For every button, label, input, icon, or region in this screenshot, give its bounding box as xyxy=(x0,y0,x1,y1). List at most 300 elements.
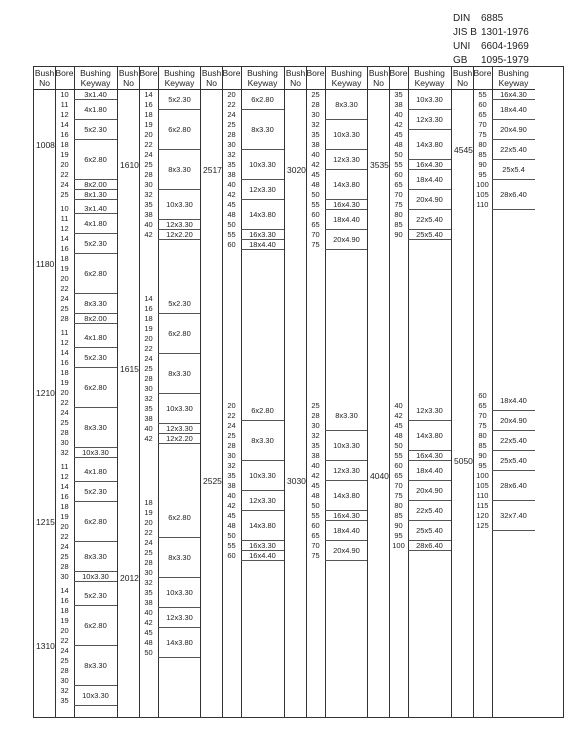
bore-value: 95 xyxy=(478,170,487,179)
keyway-value: 5x2.30 xyxy=(74,586,117,606)
bore-value: 80 xyxy=(394,501,403,510)
header-bushing-label: Bushing xyxy=(80,68,111,78)
keyway-value: 4x1.80 xyxy=(74,462,117,482)
keyway-value: 18x4.40 xyxy=(492,391,535,411)
bore-value: 16 xyxy=(60,596,69,605)
bore-value: 35 xyxy=(311,130,320,139)
bore-value: 20 xyxy=(144,518,153,527)
bore-value: 55 xyxy=(478,90,487,99)
bore-value: 16 xyxy=(60,358,69,367)
bore-value: 42 xyxy=(144,618,153,627)
bore-value: 65 xyxy=(394,471,403,480)
bore-value: 60 xyxy=(227,240,236,249)
bore-value: 32 xyxy=(60,686,69,695)
bore-value: 35 xyxy=(144,200,153,209)
header-bore-label: Bore xyxy=(55,68,74,78)
standard-org: DIN xyxy=(453,13,471,24)
bore-value: 35 xyxy=(60,696,69,705)
bore-value: 18 xyxy=(60,606,69,615)
bore-value: 55 xyxy=(311,200,320,209)
keyway-value: 18x4.40 xyxy=(325,521,368,541)
bore-value: 20 xyxy=(60,274,69,283)
bore-value: 42 xyxy=(144,434,153,443)
standard-org: GB xyxy=(453,55,468,66)
keyway-value: 18x4.40 xyxy=(408,170,451,190)
bush-number: 1610 xyxy=(120,160,139,170)
bore-value: 19 xyxy=(60,378,69,387)
bore-value: 50 xyxy=(144,648,153,657)
bore-list xyxy=(55,90,74,200)
bore-value: 80 xyxy=(394,210,403,219)
header-no-label: No xyxy=(39,78,50,88)
keyway-value: 28x6.40 xyxy=(492,471,535,501)
bore-value: 38 xyxy=(144,414,153,423)
bore-value: 20 xyxy=(227,401,236,410)
bore-value: 95 xyxy=(394,531,403,540)
bore-value: 100 xyxy=(476,471,489,480)
bore-value: 18 xyxy=(60,140,69,149)
bore-value: 32 xyxy=(60,448,69,457)
keyway-value: 14x3.80 xyxy=(408,421,451,451)
header-bushing-keyway xyxy=(241,68,284,88)
keyway-value: 12x3.30 xyxy=(158,220,201,230)
bore-value: 28 xyxy=(144,558,153,567)
bore-value: 60 xyxy=(394,170,403,179)
keyway-value: 5x2.30 xyxy=(74,234,117,254)
bore-value: 28 xyxy=(311,411,320,420)
bore-value: 40 xyxy=(394,110,403,119)
bore-value: 85 xyxy=(478,150,487,159)
column-group xyxy=(34,67,117,717)
keyway-value: 22x5.40 xyxy=(408,501,451,521)
keyway-value: 14x3.80 xyxy=(325,170,368,200)
keyway-value: 6x2.80 xyxy=(241,401,284,421)
bore-value: 30 xyxy=(227,451,236,460)
bore-value: 65 xyxy=(311,531,320,540)
header-bush-label: Bush xyxy=(368,68,389,78)
bore-value: 20 xyxy=(144,130,153,139)
bore-value: 14 xyxy=(60,234,69,243)
bore-value: 70 xyxy=(394,190,403,199)
bore-value: 18 xyxy=(60,254,69,263)
keyway-value: 16x3.30 xyxy=(241,230,284,240)
keyway-value: 14x3.80 xyxy=(325,481,368,511)
keyway-value: 25x5.40 xyxy=(492,451,535,471)
bore-list xyxy=(306,90,325,250)
keyway-value: 12x3.30 xyxy=(408,110,451,130)
header-bore-label: Bore xyxy=(473,68,492,78)
bore-value: 25 xyxy=(311,401,320,410)
bore-value: 100 xyxy=(392,541,405,550)
bore-value: 19 xyxy=(144,324,153,333)
bore-value: 16 xyxy=(60,244,69,253)
header-bushing-keyway xyxy=(74,68,117,88)
header-bore-label: Bore xyxy=(222,68,241,78)
bore-value: 14 xyxy=(60,120,69,129)
keyway-value: 3x1.40 xyxy=(74,90,117,100)
bore-list xyxy=(473,391,492,531)
bore-list xyxy=(55,462,74,582)
bore-value: 50 xyxy=(394,441,403,450)
bore-value: 25 xyxy=(227,120,236,129)
bore-value: 70 xyxy=(394,481,403,490)
keyway-value: 4x1.80 xyxy=(74,100,117,120)
keyway-value: 14x3.80 xyxy=(158,628,201,658)
bore-value: 24 xyxy=(60,180,69,189)
bore-value: 115 xyxy=(476,501,489,510)
column-group xyxy=(200,67,284,717)
header-keyway-label: Keyway xyxy=(498,78,529,88)
column-header xyxy=(285,67,368,90)
bore-value: 11 xyxy=(60,462,69,471)
bore-value: 32 xyxy=(144,578,153,587)
keyway-value: 8x3.30 xyxy=(74,408,117,448)
keyway-list xyxy=(74,90,117,200)
bore-value: 30 xyxy=(144,180,153,189)
bore-value: 50 xyxy=(394,150,403,159)
keyway-value: 20x4.90 xyxy=(492,411,535,431)
bore-value: 18 xyxy=(60,368,69,377)
keyway-value: 8x3.30 xyxy=(241,421,284,461)
header-bushing-keyway xyxy=(408,68,451,88)
bore-value: 65 xyxy=(478,110,487,119)
bore-list xyxy=(139,90,158,240)
bore-value: 45 xyxy=(227,511,236,520)
bore-value: 55 xyxy=(311,511,320,520)
bore-list xyxy=(473,90,492,210)
bore-value: 60 xyxy=(227,551,236,560)
bore-value: 18 xyxy=(60,502,69,511)
bore-value: 55 xyxy=(394,160,403,169)
keyway-value: 32x7.40 xyxy=(492,501,535,531)
bushing-keyway-table xyxy=(33,66,564,718)
keyway-value: 20x4.90 xyxy=(492,120,535,140)
bush-number: 1210 xyxy=(36,388,55,398)
column-header xyxy=(34,67,117,90)
standard-code: 1301-1976 xyxy=(481,27,529,38)
bore-value: 50 xyxy=(227,220,236,229)
keyway-value: 16x4.30 xyxy=(325,511,368,521)
keyway-value: 28x6.40 xyxy=(408,541,451,551)
bore-value: 65 xyxy=(478,401,487,410)
keyway-value: 10x3.30 xyxy=(158,190,201,220)
bore-list xyxy=(389,90,408,240)
header-bush-label: Bush xyxy=(118,68,139,78)
header-bush-label: Bush xyxy=(285,68,306,78)
header-keyway-label: Keyway xyxy=(414,78,445,88)
bore-value: 65 xyxy=(311,220,320,229)
header-no-label: No xyxy=(206,78,217,88)
bore-value: 60 xyxy=(478,391,487,400)
bore-value: 35 xyxy=(144,588,153,597)
bore-value: 85 xyxy=(478,441,487,450)
keyway-list xyxy=(158,498,201,658)
bush-number: 1008 xyxy=(36,140,55,150)
header-bushing-keyway xyxy=(158,68,201,88)
keyway-value: 5x2.30 xyxy=(74,348,117,368)
bore-value: 38 xyxy=(311,451,320,460)
bore-value: 38 xyxy=(227,481,236,490)
header-bushing-keyway xyxy=(492,68,535,88)
keyway-value: 8x3.30 xyxy=(158,150,201,190)
bore-value: 11 xyxy=(60,328,69,337)
keyway-value: 22x5.40 xyxy=(408,210,451,230)
bore-value: 45 xyxy=(144,628,153,637)
bore-value: 28 xyxy=(144,170,153,179)
keyway-list xyxy=(492,90,535,210)
header-bush-no xyxy=(452,68,473,88)
bore-value: 42 xyxy=(144,230,153,239)
keyway-value: 8x3.30 xyxy=(325,401,368,431)
bore-value: 32 xyxy=(144,190,153,199)
header-keyway-label: Keyway xyxy=(80,78,111,88)
keyway-value: 12x2.20 xyxy=(158,434,201,444)
keyway-list xyxy=(408,401,451,551)
bore-value: 85 xyxy=(394,220,403,229)
bore-value: 40 xyxy=(227,180,236,189)
bore-value: 32 xyxy=(311,431,320,440)
bore-value: 30 xyxy=(311,110,320,119)
bore-value: 16 xyxy=(144,100,153,109)
keyway-list xyxy=(158,294,201,444)
bore-value: 19 xyxy=(144,120,153,129)
bore-value: 11 xyxy=(60,214,69,223)
bore-value: 22 xyxy=(60,170,69,179)
keyway-value: 8x3.30 xyxy=(158,538,201,578)
keyway-value: 12x3.30 xyxy=(241,180,284,200)
keyway-value: 12x3.30 xyxy=(158,424,201,434)
bore-value: 20 xyxy=(60,522,69,531)
keyway-value: 10x3.30 xyxy=(158,578,201,608)
keyway-value: 12x3.30 xyxy=(325,150,368,170)
bore-value: 24 xyxy=(227,421,236,430)
keyway-value: 16x4.30 xyxy=(492,90,535,100)
keyway-value: 3x1.40 xyxy=(74,204,117,214)
bore-value: 95 xyxy=(478,461,487,470)
bore-value: 35 xyxy=(227,160,236,169)
header-keyway-label: Keyway xyxy=(164,78,195,88)
bore-list xyxy=(55,586,74,706)
bore-value: 85 xyxy=(394,511,403,520)
bore-value: 100 xyxy=(476,180,489,189)
bore-value: 32 xyxy=(311,120,320,129)
keyway-value: 8x2.00 xyxy=(74,180,117,190)
keyway-value: 28x6.40 xyxy=(492,180,535,210)
keyway-value: 20x4.90 xyxy=(408,481,451,501)
bore-value: 40 xyxy=(144,608,153,617)
column-header xyxy=(452,67,535,90)
bore-value: 35 xyxy=(394,90,403,99)
bore-value: 32 xyxy=(227,150,236,159)
bore-value: 18 xyxy=(144,498,153,507)
keyway-value: 16x4.30 xyxy=(325,200,368,210)
bore-value: 30 xyxy=(144,384,153,393)
standard-row xyxy=(453,12,529,26)
keyway-value: 8x3.30 xyxy=(74,542,117,572)
column-group xyxy=(451,67,535,717)
bore-value: 40 xyxy=(311,461,320,470)
keyway-value: 6x2.80 xyxy=(158,110,201,150)
bore-value: 10 xyxy=(60,90,69,99)
bore-value: 75 xyxy=(394,491,403,500)
bore-value: 16 xyxy=(60,130,69,139)
bore-value: 65 xyxy=(394,180,403,189)
bore-value: 60 xyxy=(478,100,487,109)
bore-value: 48 xyxy=(311,180,320,189)
keyway-value: 16x4.30 xyxy=(408,160,451,170)
bore-value: 45 xyxy=(394,421,403,430)
keyway-value: 12x3.30 xyxy=(241,491,284,511)
keyway-value: 12x3.30 xyxy=(158,608,201,628)
header-no-label: No xyxy=(123,78,134,88)
header-bush-no xyxy=(118,68,139,88)
column-group xyxy=(367,67,451,717)
keyway-value: 6x2.80 xyxy=(74,368,117,408)
bush-number: 4545 xyxy=(454,145,473,155)
bore-value: 30 xyxy=(311,421,320,430)
bore-value: 42 xyxy=(311,160,320,169)
bore-value: 20 xyxy=(60,626,69,635)
keyway-list xyxy=(158,90,201,240)
bush-number: 3020 xyxy=(287,165,306,175)
bore-value: 120 xyxy=(476,511,489,520)
bore-value: 38 xyxy=(144,210,153,219)
header-no-label: No xyxy=(290,78,301,88)
bore-value: 48 xyxy=(227,521,236,530)
bore-value: 50 xyxy=(311,501,320,510)
bore-value: 25 xyxy=(60,656,69,665)
keyway-value: 10x3.30 xyxy=(74,686,117,706)
bore-value: 110 xyxy=(476,200,489,209)
bore-value: 22 xyxy=(144,140,153,149)
bore-value: 40 xyxy=(227,491,236,500)
keyway-value: 14x3.80 xyxy=(241,200,284,230)
keyway-value: 12x3.30 xyxy=(408,401,451,421)
bore-value: 75 xyxy=(478,421,487,430)
bore-value: 70 xyxy=(478,411,487,420)
keyway-list xyxy=(74,328,117,458)
bore-value: 25 xyxy=(60,304,69,313)
bore-value: 22 xyxy=(60,532,69,541)
keyway-value: 10x3.30 xyxy=(158,394,201,424)
bore-value: 24 xyxy=(60,408,69,417)
bore-value: 14 xyxy=(144,294,153,303)
bore-value: 35 xyxy=(311,441,320,450)
bore-value: 45 xyxy=(394,130,403,139)
bush-number: 3030 xyxy=(287,476,306,486)
bore-list xyxy=(55,328,74,458)
bore-value: 24 xyxy=(60,542,69,551)
keyway-value: 8x3.30 xyxy=(241,110,284,150)
bore-value: 16 xyxy=(60,492,69,501)
keyway-list xyxy=(408,90,451,240)
bore-value: 35 xyxy=(144,404,153,413)
keyway-value: 5x2.30 xyxy=(74,120,117,140)
column-header xyxy=(201,67,284,90)
keyway-value: 22x5.40 xyxy=(492,431,535,451)
bore-value: 14 xyxy=(60,482,69,491)
bore-value: 90 xyxy=(394,230,403,239)
keyway-value: 6x2.80 xyxy=(158,498,201,538)
bore-value: 12 xyxy=(60,338,69,347)
bore-value: 40 xyxy=(144,220,153,229)
keyway-value: 8x3.30 xyxy=(74,646,117,686)
bore-value: 45 xyxy=(311,170,320,179)
keyway-list xyxy=(325,401,368,561)
keyway-value: 20x4.90 xyxy=(325,230,368,250)
keyway-value: 6x2.80 xyxy=(158,314,201,354)
bore-value: 22 xyxy=(227,100,236,109)
bore-value: 32 xyxy=(144,394,153,403)
bush-number: 3535 xyxy=(370,160,389,170)
bore-value: 25 xyxy=(60,418,69,427)
bore-value: 40 xyxy=(311,150,320,159)
bore-value: 30 xyxy=(227,140,236,149)
keyway-value: 12x3.30 xyxy=(325,461,368,481)
bore-value: 35 xyxy=(227,471,236,480)
bore-value: 28 xyxy=(60,562,69,571)
keyway-value: 5x2.30 xyxy=(74,482,117,502)
header-bore-label: Bore xyxy=(139,68,158,78)
bore-value: 12 xyxy=(60,224,69,233)
keyway-value: 16x3.30 xyxy=(241,541,284,551)
bore-value: 25 xyxy=(311,90,320,99)
bore-value: 42 xyxy=(311,471,320,480)
keyway-value: 8x1.30 xyxy=(74,190,117,200)
column-header xyxy=(368,67,451,90)
bore-list xyxy=(139,498,158,658)
bore-value: 20 xyxy=(144,334,153,343)
keyway-value: 5x2.30 xyxy=(158,294,201,314)
keyway-value: 8x3.30 xyxy=(74,294,117,314)
bore-list xyxy=(389,401,408,551)
bush-number: 2525 xyxy=(203,476,222,486)
keyway-value: 22x5.40 xyxy=(492,140,535,160)
bush-number: 4040 xyxy=(370,471,389,481)
bush-number: 1180 xyxy=(36,259,55,269)
bore-value: 38 xyxy=(394,100,403,109)
keyway-value: 10x3.30 xyxy=(241,150,284,180)
standard-code: 6885 xyxy=(481,13,504,24)
keyway-value: 8x3.30 xyxy=(158,354,201,394)
standard-code: 1095-1979 xyxy=(481,55,529,66)
header-bushing-keyway xyxy=(325,68,368,88)
bore-value: 30 xyxy=(144,568,153,577)
bore-value: 38 xyxy=(144,598,153,607)
bore-value: 90 xyxy=(478,451,487,460)
bore-value: 12 xyxy=(60,472,69,481)
bore-list xyxy=(306,401,325,561)
keyway-list xyxy=(241,401,284,561)
keyway-value: 18x4.40 xyxy=(241,240,284,250)
bore-value: 22 xyxy=(144,344,153,353)
header-bore-label: Bore xyxy=(306,68,325,78)
bore-value: 20 xyxy=(60,160,69,169)
keyway-value: 20x4.90 xyxy=(408,190,451,210)
bore-value: 80 xyxy=(478,431,487,440)
bore-value: 55 xyxy=(227,541,236,550)
bore-value: 28 xyxy=(60,666,69,675)
keyway-value: 10x3.30 xyxy=(408,90,451,110)
bore-value: 50 xyxy=(227,531,236,540)
bore-value: 48 xyxy=(144,638,153,647)
bore-value: 16 xyxy=(144,304,153,313)
keyway-value: 12x2.20 xyxy=(158,230,201,240)
bush-number: 2012 xyxy=(120,573,139,583)
bore-value: 42 xyxy=(394,120,403,129)
keyway-value: 10x3.30 xyxy=(74,448,117,458)
standard-org: JIS B xyxy=(453,27,477,38)
